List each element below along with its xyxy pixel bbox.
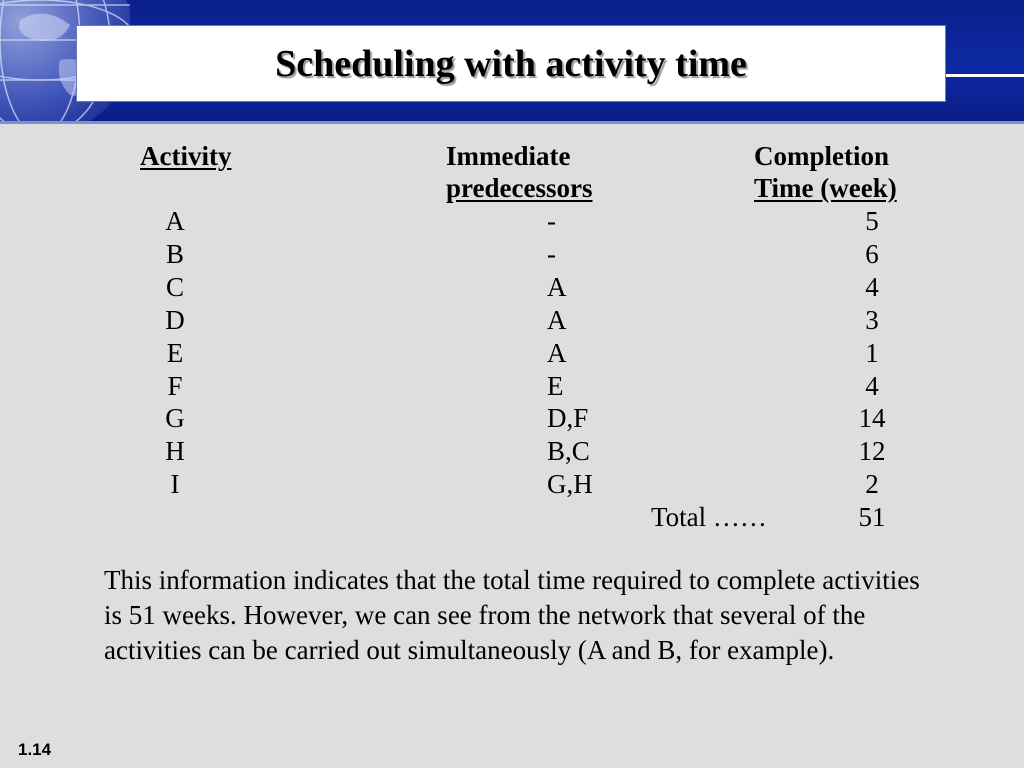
- header-activity: Activity: [140, 141, 232, 171]
- table-cell-activity: B: [165, 239, 184, 269]
- table-cell-time: 12: [858, 436, 886, 466]
- title-box: [76, 25, 946, 102]
- table-cell-predecessors: G,H: [547, 469, 593, 499]
- table-cell-activity: G: [165, 403, 185, 433]
- table-cell-activity: F: [167, 371, 183, 401]
- table-cell-predecessors: -: [547, 239, 556, 269]
- table-cell-predecessors: D,F: [547, 403, 589, 433]
- table-cell-activity: H: [165, 436, 185, 466]
- table-cell-predecessors: -: [547, 206, 556, 236]
- header-rule: [946, 74, 1024, 77]
- table-cell-time: 5: [865, 206, 879, 236]
- table-cell-activity: C: [165, 272, 184, 302]
- header-bottom-line: [0, 121, 1024, 124]
- table-cell-time: 2: [865, 469, 879, 499]
- table-cell-time: 14: [858, 403, 886, 433]
- header-time-line2: Time (week): [754, 173, 897, 203]
- header-predecessors-line1: Immediate: [446, 141, 571, 171]
- table-cell-predecessors: A: [547, 338, 567, 368]
- table-cell-time: 4: [865, 272, 879, 302]
- header-predecessors-line2: predecessors: [446, 173, 593, 203]
- total-value: 51: [858, 502, 886, 532]
- table-cell-predecessors: B,C: [547, 436, 590, 466]
- header-time-line1: Completion: [754, 141, 889, 171]
- table-cell-predecessors: A: [547, 272, 567, 302]
- table-cell-predecessors: E: [547, 371, 564, 401]
- slide-number: 1.14: [18, 740, 52, 759]
- table-cell-time: 4: [865, 371, 879, 401]
- table-cell-activity: I: [170, 469, 180, 499]
- table-cell-predecessors: A: [547, 305, 567, 335]
- explanation-paragraph: This information indicates that the total time required to complete activities is 51 weeks. However, we can see from the network that several of the activities can be carried out simultaneously (A and B, for example).: [104, 565, 920, 665]
- table-cell-activity: E: [166, 338, 184, 368]
- table-cell-activity: D: [165, 305, 185, 335]
- table-cell-time: 1: [865, 338, 879, 368]
- table-cell-time: 3: [865, 305, 879, 335]
- total-label: Total ……: [651, 502, 767, 532]
- table-cell-activity: A: [165, 206, 185, 236]
- slide-title: Scheduling with activity time: [275, 42, 747, 85]
- table-cell-time: 6: [865, 239, 879, 269]
